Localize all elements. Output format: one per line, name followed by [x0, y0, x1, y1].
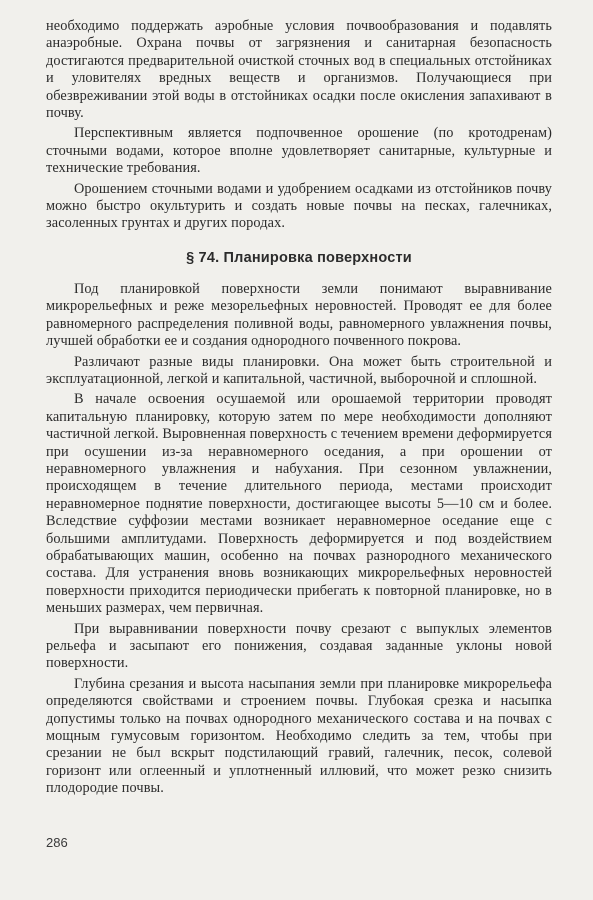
page-body — [46, 18, 552, 801]
paragraph: При выравнивании поверхности почву срезают с выпуклых элементов рельефа и засыпают его понижения, создавая заданные уклоны новой поверхности. — [46, 620, 552, 672]
page-number: 286 — [46, 835, 68, 850]
section-heading: § 74. Планировка поверхности — [186, 249, 412, 266]
paragraph: Глубина срезания и высота насыпания земли при планировке микрорельефа определяются свойствами и строением почвы. Глубокая срезка и насыпка допустимы только на почвах однородного механического состава и на почвах с мощным гумусовым горизонтом. Необходимо следить за тем, чтобы при срезании не был вскрыт подстилающий гравий, галечник, песок, солевой горизонт или оглеенный и уплотненный иллювий, что может резко снизить плодородие почвы. — [46, 675, 552, 797]
paragraph: Под планировкой поверхности земли понимают выравнивание микрорельефных и реже мезорельефных неровностей. Проводят ее для более равномерного распределения поливной воды, равномерного увлажнения почвы, лучшей обработки ее и создания однородного почвенного покрова. — [46, 280, 552, 350]
paragraph: необходимо поддержать аэробные условия почвообразования и подавлять анаэробные. Охрана почвы от загрязнения и санитарная безопасность достигаются предварительной очисткой сточных вод в специальных отстойниках и уловителях вредных веществ и организмов. Получающиеся при обезвреживании этой воды в отстойниках осадки после окисления запахивают в почву. — [46, 18, 552, 122]
paragraph: Орошением сточными водами и удобрением осадками из отстойников почву можно быстро окультурить и создать новые почвы на песках, галечниках, засоленных грунтах и других породах. — [46, 180, 552, 232]
paragraph: Различают разные виды планировки. Она может быть строительной и эксплуатационной, легкой и капитальной, частичной, выборочной и сплошной. — [46, 353, 552, 387]
paragraph: В начале освоения осушаемой или орошаемой территории проводят капитальную планировку, которую затем по мере необходимости дополняют частичной легкой. Выровненная поверхность с течением времени деформируется при осушении из-за неравномерного оседания, а при орошении от неравномерного увлажнения и набухания. При сезонном увлажнении, происходящем в течение длительного периода, местами происходит неравномерное поднятие поверхности, достигающее высоты 5—10 см и более. Вследствие суффозии местами возникает неравномерное оседание еще с большими амплитудами. Поверхность деформируется и под воздействием обрабатывающих машин, особенно на почвах разнородного механического состава. Для устранения вновь возникающих микрорельефных неровностей поверхности приходится периодически прибегать к повторной планировке, но в меньших размерах, чем первичная. — [46, 391, 552, 617]
paragraph: Перспективным является подпочвенное орошение (по кротодренам) сточными водами, которое вполне удовлетворяет санитарные, культурные и технические требования. — [46, 125, 552, 177]
